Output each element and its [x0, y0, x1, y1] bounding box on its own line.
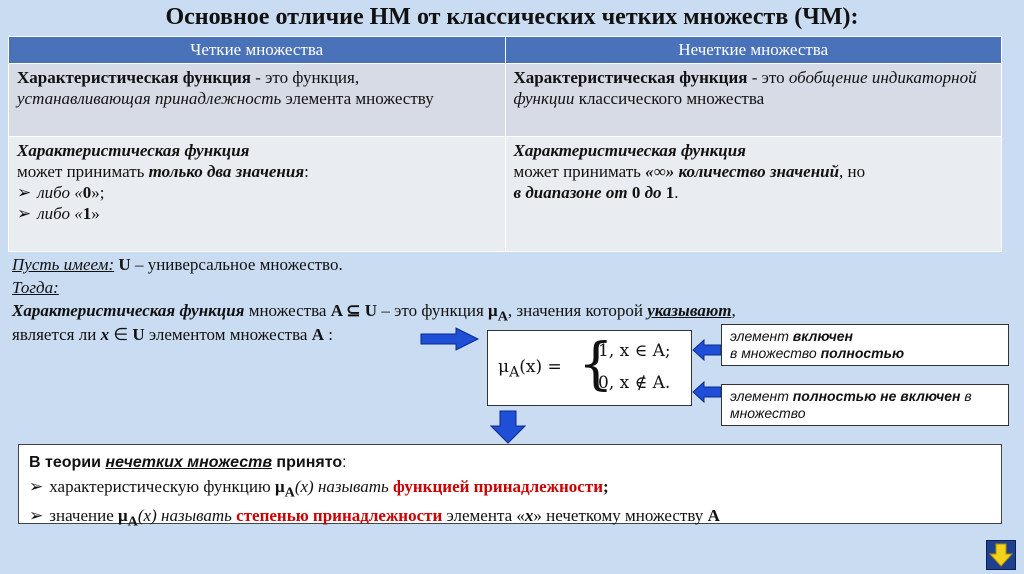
bullet-zero: ➢ либо «0»;: [17, 183, 104, 202]
header-fuzzy: Нечеткие множества: [505, 37, 1002, 64]
comparison-table: [8, 36, 1002, 252]
formula-lhs: $\mu_A(x)$ =: [498, 357, 562, 381]
cell-crisp-values: Характеристическая функция может принимать только два значения: ➢ либо «0»; ➢ либо «1»: [9, 137, 506, 252]
left-arrow-icon: [692, 381, 722, 403]
conclusion-heading: В теории нечетких множеств принято:: [29, 454, 347, 471]
right-arrow-icon: [420, 327, 480, 351]
cell-fuzzy-definition: Характеристическая функция - это обобщение индикаторной функции классического множества: [505, 64, 1002, 137]
header-crisp: Четкие множества: [9, 37, 506, 64]
nav-down-icon: [987, 541, 1015, 569]
formula-brace: {: [578, 332, 614, 397]
cell-crisp-definition: Характеристическая функция - это функция, устанавливающая принадлежность элемента множеству: [9, 64, 506, 137]
cell-fuzzy-values: Характеристическая функция может принимать «∞» количество значений, но в диапазоне от 0 до 1.: [505, 137, 1002, 252]
down-arrow-icon: [490, 410, 526, 444]
formula-case-1: 1, x ∈ A;: [598, 341, 671, 361]
then-label: Тогда:: [12, 278, 59, 297]
definition-line-1: Характеристическая функция множества A ⊆ U – это функция $\mu_A$, значения которой указывают,: [12, 301, 736, 325]
left-arrow-icon: [692, 339, 722, 361]
membership-formula: [487, 330, 692, 406]
definition-line-2: является ли x ∈ U элементом множества A :: [12, 325, 333, 344]
annotation-included: элемент включен в множество полностью: [721, 324, 1009, 366]
let-statement: Пусть имеем: U – универсальное множество.: [12, 255, 343, 274]
conclusion-point-2: ➢ значение $\mu_A(x)$ называть степенью принадлежности элемента «x» нечеткому множеству A: [29, 504, 991, 533]
conclusion-point-1: ➢ характеристическую функцию $\mu_A(x)$ называть функцией принадлежности;: [29, 475, 991, 504]
conclusion-box: [18, 444, 1002, 530]
formula-case-2: 0, x ∉ A.: [598, 373, 671, 393]
annotation-not-included: элемент полностью не включен в множество: [721, 384, 1009, 426]
bullet-one: ➢ либо «1»: [17, 204, 100, 223]
nav-down-button[interactable]: [986, 540, 1016, 570]
slide-title: Основное отличие НМ от классических четких множеств (ЧМ):: [165, 4, 859, 30]
